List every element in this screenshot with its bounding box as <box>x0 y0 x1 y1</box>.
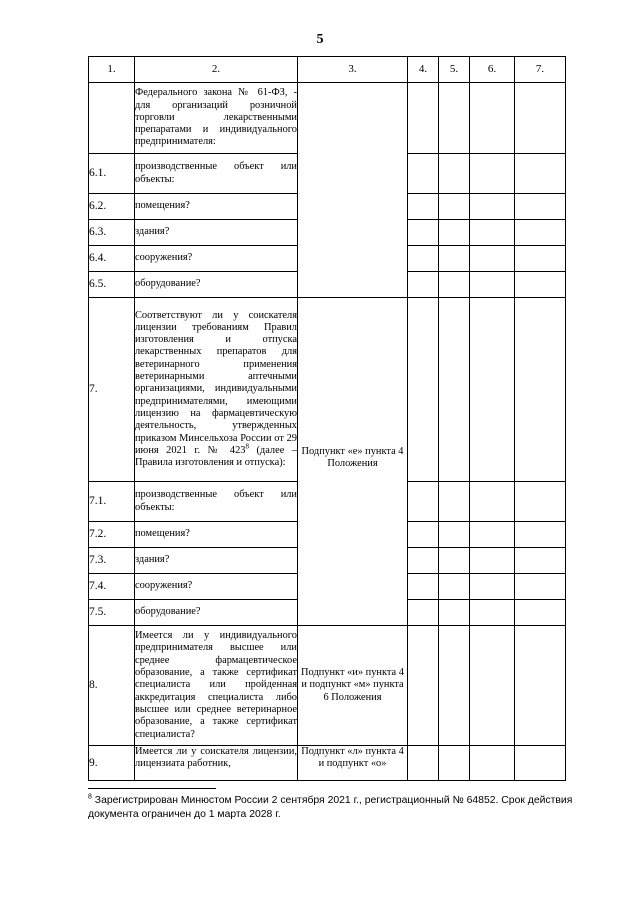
header-col-1: 1. <box>89 57 135 83</box>
note-cell <box>515 626 566 746</box>
requirement-text: помещения? <box>135 522 298 548</box>
table-row <box>89 746 566 781</box>
row-number: 9. <box>89 746 135 781</box>
answer-cell <box>408 298 439 482</box>
answer-cell <box>470 220 515 246</box>
checklist-table <box>88 56 566 781</box>
legal-reference: Подпункт «л» пункта 4 и подпункт «о» <box>298 746 408 781</box>
answer-cell <box>470 626 515 746</box>
answer-cell <box>408 154 439 194</box>
answer-cell <box>470 154 515 194</box>
answer-cell <box>439 194 470 220</box>
requirement-text-tail: (далее – Правила изготовления и отпуска): <box>135 444 297 469</box>
requirement-text: оборудование? <box>135 600 298 626</box>
answer-cell <box>470 272 515 298</box>
answer-cell <box>408 522 439 548</box>
requirement-text: Федеральнoго закона № 61-ФЗ, - для организаций розничной торговли лекарственными препаратами и индивидуального предпринимателя: <box>135 83 298 154</box>
note-cell <box>515 548 566 574</box>
requirement-text-main: Соответствуют ли у соискателя лицензии требованиям Правил изготовления и отпуска лекарственных препаратов для ветеринарного применения ветеринарными аптечными организациями, индивидуальными предпринимателями, имеющими лицензию на фармацевтическую деятельность, утвержденных приказом Минсельхоза России от 29 июня 2021 г. № 423 <box>135 309 297 456</box>
note-cell <box>515 600 566 626</box>
requirement-text: производственные объект или объекты: <box>135 154 298 194</box>
answer-cell <box>439 482 470 522</box>
table-row <box>89 298 566 482</box>
answer-cell <box>470 482 515 522</box>
header-col-3: 3. <box>298 57 408 83</box>
answer-cell <box>439 272 470 298</box>
answer-cell <box>408 194 439 220</box>
row-number: 7.3. <box>89 548 135 574</box>
answer-cell <box>439 600 470 626</box>
row-number: 7.2. <box>89 522 135 548</box>
header-col-5: 5. <box>439 57 470 83</box>
answer-cell <box>408 600 439 626</box>
answer-cell <box>470 522 515 548</box>
answer-cell <box>408 83 439 154</box>
legal-reference: Подпункт «и» пункта 4 и подпункт «м» пункта 6 Положения <box>298 626 408 746</box>
requirement-text: производственные объект или объекты: <box>135 482 298 522</box>
requirement-text: Имеется ли у индивидуального предпринимателя высшее или среднее фармацевтическое образование, а также сертификат специалиста или пройденная аккредитация специалиста либо высшее или среднее ветеринарное образование, а также сертификат специалиста? <box>135 626 298 746</box>
legal-reference-cell <box>298 298 408 626</box>
footnote-marker: 8 <box>245 442 249 451</box>
answer-cell <box>408 626 439 746</box>
note-cell <box>515 746 566 781</box>
note-cell <box>515 522 566 548</box>
table-row <box>89 626 566 746</box>
answer-cell <box>470 298 515 482</box>
footnote <box>88 794 588 822</box>
answer-cell <box>439 220 470 246</box>
answer-cell <box>408 574 439 600</box>
note-cell <box>515 246 566 272</box>
page-number: 5 <box>316 32 324 47</box>
footnote-divider <box>88 788 216 789</box>
footnote-mark: 8 <box>88 793 92 801</box>
header-col-2: 2. <box>135 57 298 83</box>
answer-cell <box>408 220 439 246</box>
answer-cell <box>439 626 470 746</box>
requirement-text: Имеется ли у соискателя лицензии, лицензиата работник, <box>135 746 298 781</box>
requirement-text: оборудование? <box>135 272 298 298</box>
answer-cell <box>439 154 470 194</box>
requirement-text: здания? <box>135 548 298 574</box>
note-cell <box>515 83 566 154</box>
header-col-4: 4. <box>408 57 439 83</box>
answer-cell <box>470 194 515 220</box>
note-cell <box>515 298 566 482</box>
answer-cell <box>470 548 515 574</box>
requirement-text <box>135 298 298 482</box>
answer-cell <box>470 600 515 626</box>
requirement-text: здания? <box>135 220 298 246</box>
row-number: 7. <box>89 298 135 482</box>
note-cell <box>515 220 566 246</box>
row-number: 7.5. <box>89 600 135 626</box>
row-number: 6.4. <box>89 246 135 272</box>
answer-cell <box>470 246 515 272</box>
row-number: 6.3. <box>89 220 135 246</box>
row-number <box>89 83 135 154</box>
requirement-text: сооружения? <box>135 574 298 600</box>
header-col-6: 6. <box>470 57 515 83</box>
answer-cell <box>439 574 470 600</box>
legal-reference-cell <box>298 83 408 298</box>
answer-cell <box>470 574 515 600</box>
note-cell <box>515 482 566 522</box>
table-row <box>89 83 566 154</box>
legal-reference: Подпункт «е» пункта 4 Положения <box>301 446 404 470</box>
header-row <box>89 57 566 83</box>
row-number: 6.1. <box>89 154 135 194</box>
answer-cell <box>408 272 439 298</box>
answer-cell <box>439 522 470 548</box>
answer-cell <box>408 246 439 272</box>
answer-cell <box>439 746 470 781</box>
answer-cell <box>470 83 515 154</box>
footnote-text: Зарегистрирован Минюстом России 2 сентября 2021 г., регистрационный № 64852. Срок действия документа ограничен до 1 марта 2028 г. <box>88 795 573 820</box>
answer-cell <box>408 548 439 574</box>
row-number: 6.5. <box>89 272 135 298</box>
row-number: 7.1. <box>89 482 135 522</box>
answer-cell <box>439 548 470 574</box>
answer-cell <box>470 746 515 781</box>
note-cell <box>515 194 566 220</box>
row-number: 6.2. <box>89 194 135 220</box>
answer-cell <box>408 482 439 522</box>
note-cell <box>515 574 566 600</box>
answer-cell <box>439 83 470 154</box>
header-col-7: 7. <box>515 57 566 83</box>
row-number: 7.4. <box>89 574 135 600</box>
answer-cell <box>439 246 470 272</box>
answer-cell <box>439 298 470 482</box>
requirement-text: сооружения? <box>135 246 298 272</box>
note-cell <box>515 154 566 194</box>
answer-cell <box>408 746 439 781</box>
row-number: 8. <box>89 626 135 746</box>
note-cell <box>515 272 566 298</box>
requirement-text: помещения? <box>135 194 298 220</box>
